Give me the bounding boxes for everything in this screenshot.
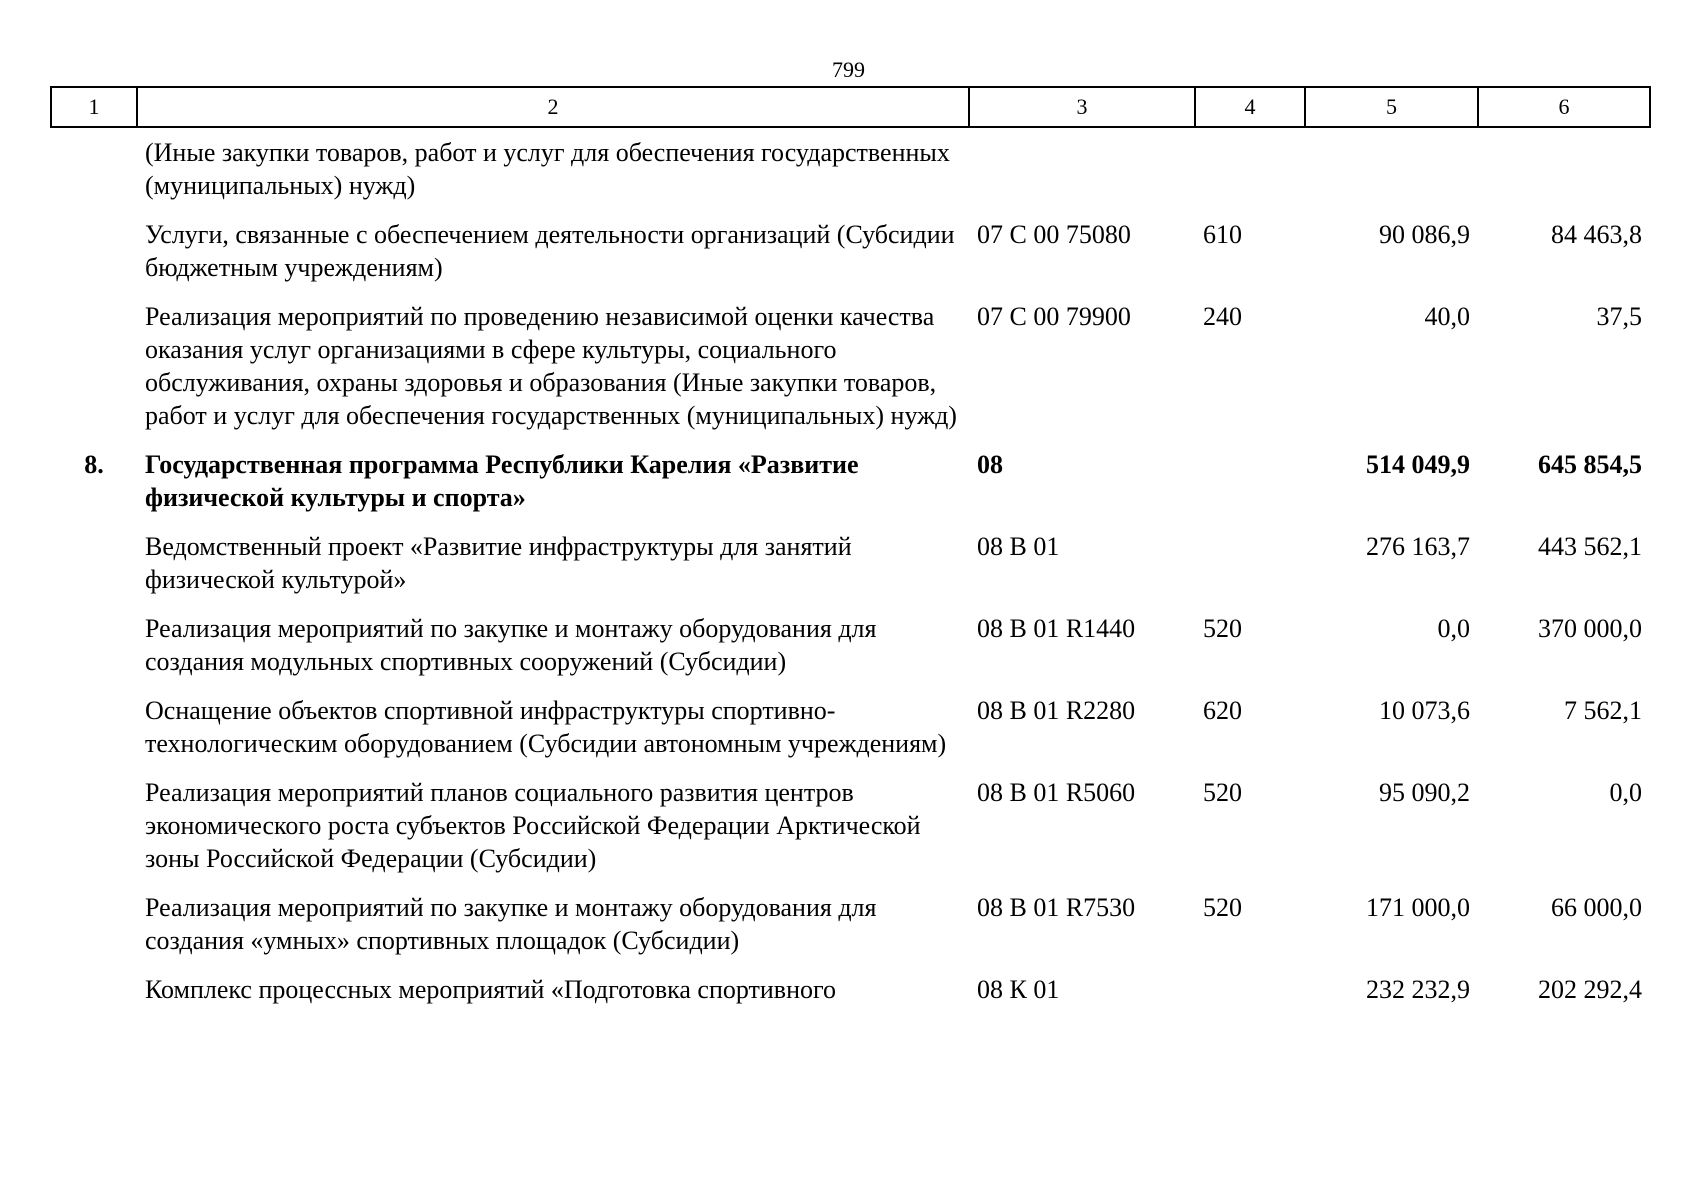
- row-sum2: 66 000,0: [1551, 893, 1642, 922]
- header-col-kind: 4: [1195, 87, 1305, 127]
- row-sum2: 37,5: [1596, 302, 1642, 331]
- row-sum2: 84 463,8: [1551, 220, 1642, 249]
- table-row: [51, 776, 1650, 891]
- row-kind: 240: [1203, 302, 1242, 331]
- table-header: [51, 87, 1650, 127]
- row-kind: 520: [1203, 614, 1242, 643]
- row-kind: [1195, 973, 1305, 1022]
- row-sum1: 0,0: [1437, 614, 1470, 643]
- row-sum2: 443 562,1: [1538, 532, 1642, 561]
- row-number: [51, 973, 137, 1022]
- row-sum1: 232 232,9: [1366, 975, 1470, 1004]
- row-sum1: 90 086,9: [1379, 220, 1470, 249]
- table-row: [51, 300, 1650, 448]
- row-code: 08: [977, 450, 1003, 479]
- row-name: Реализация мероприятий по проведению независимой оценки качества оказания услуг организациями в сфере культуры, социального обслуживания, охраны здоровья и образования (Иные закупки товаров, работ и услуг для обеспечения государственных (муниципальных) нужд): [145, 302, 957, 430]
- header-row: [51, 87, 1650, 127]
- row-sum2: 7 562,1: [1564, 696, 1642, 725]
- row-name: Услуги, связанные с обеспечением деятельности организаций (Субсидии бюджетным учреждениям): [145, 220, 955, 282]
- header-col-sum2: 6: [1478, 87, 1650, 127]
- row-name: Оснащение объектов спортивной инфраструктуры спортивно-технологическим оборудованием (Субсидии автономным учреждениям): [145, 696, 947, 758]
- row-number: [51, 127, 137, 218]
- header-col-sum1: 5: [1305, 87, 1478, 127]
- row-number: [51, 891, 137, 973]
- table-row: [51, 973, 1650, 1022]
- table-body: [51, 127, 1650, 1022]
- row-name: Реализация мероприятий планов социального развития центров экономического роста субъектов Российской Федерации Арктической зоны Российской Федерации (Субсидии): [145, 778, 921, 873]
- table-row: [51, 218, 1650, 300]
- row-code: 07 С 00 75080: [977, 220, 1131, 249]
- row-code: 08 В 01 R5060: [977, 778, 1136, 807]
- row-sum1: 10 073,6: [1379, 696, 1470, 725]
- row-code: 08 В 01 R1440: [977, 614, 1136, 643]
- row-code: [969, 127, 1195, 218]
- row-number: 8.: [84, 450, 104, 479]
- row-name: Реализация мероприятий по закупке и монтажу оборудования для создания модульных спортивных сооружений (Субсидии): [145, 614, 877, 676]
- table-row: [51, 530, 1650, 612]
- row-number: [51, 694, 137, 776]
- row-sum2: 370 000,0: [1538, 614, 1642, 643]
- row-sum2: 645 854,5: [1538, 450, 1642, 479]
- row-number: [51, 776, 137, 891]
- row-code: 07 С 00 79900: [977, 302, 1131, 331]
- row-sum2: 0,0: [1609, 778, 1642, 807]
- row-sum2: 202 292,4: [1538, 975, 1642, 1004]
- row-kind: [1195, 127, 1305, 218]
- program-row: [51, 448, 1650, 530]
- row-sum2: [1478, 127, 1650, 218]
- row-code: 08 В 01: [977, 532, 1060, 561]
- row-kind: 610: [1203, 220, 1242, 249]
- row-sum1: 276 163,7: [1366, 532, 1470, 561]
- row-name: Реализация мероприятий по закупке и монтажу оборудования для создания «умных» спортивных площадок (Субсидии): [145, 893, 877, 955]
- row-name: Ведомственный проект «Развитие инфраструктуры для занятий физической культурой»: [145, 532, 852, 594]
- row-number: [51, 530, 137, 612]
- row-kind: 520: [1203, 778, 1242, 807]
- row-sum1: 514 049,9: [1366, 450, 1470, 479]
- row-number: [51, 612, 137, 694]
- row-kind: [1195, 530, 1305, 612]
- table-row: [51, 612, 1650, 694]
- table-row: [51, 694, 1650, 776]
- row-sum1: 40,0: [1424, 302, 1470, 331]
- table-row: [51, 127, 1650, 218]
- row-number: [51, 218, 137, 300]
- row-code: 08 В 01 R2280: [977, 696, 1136, 725]
- row-name: Комплекс процессных мероприятий «Подготовка спортивного: [145, 975, 837, 1004]
- row-code: 08 К 01: [977, 975, 1060, 1004]
- row-name: (Иные закупки товаров, работ и услуг для обеспечения государственных (муниципальных) нужд): [145, 138, 950, 200]
- row-code: 08 В 01 R7530: [977, 893, 1136, 922]
- row-kind: 620: [1203, 696, 1242, 725]
- header-col-number: 1: [51, 87, 137, 127]
- row-number: [51, 300, 137, 448]
- budget-table: [50, 86, 1651, 1022]
- row-sum1: 171 000,0: [1366, 893, 1470, 922]
- table-row: [51, 891, 1650, 973]
- row-name: Государственная программа Республики Карелия «Развитие физической культуры и спорта»: [145, 450, 859, 512]
- page-number: 799: [832, 57, 865, 82]
- row-kind: [1195, 448, 1305, 530]
- header-col-name: 2: [137, 87, 969, 127]
- row-kind: 520: [1203, 893, 1242, 922]
- row-sum1: 95 090,2: [1379, 778, 1470, 807]
- row-sum1: [1305, 127, 1478, 218]
- header-col-code: 3: [969, 87, 1195, 127]
